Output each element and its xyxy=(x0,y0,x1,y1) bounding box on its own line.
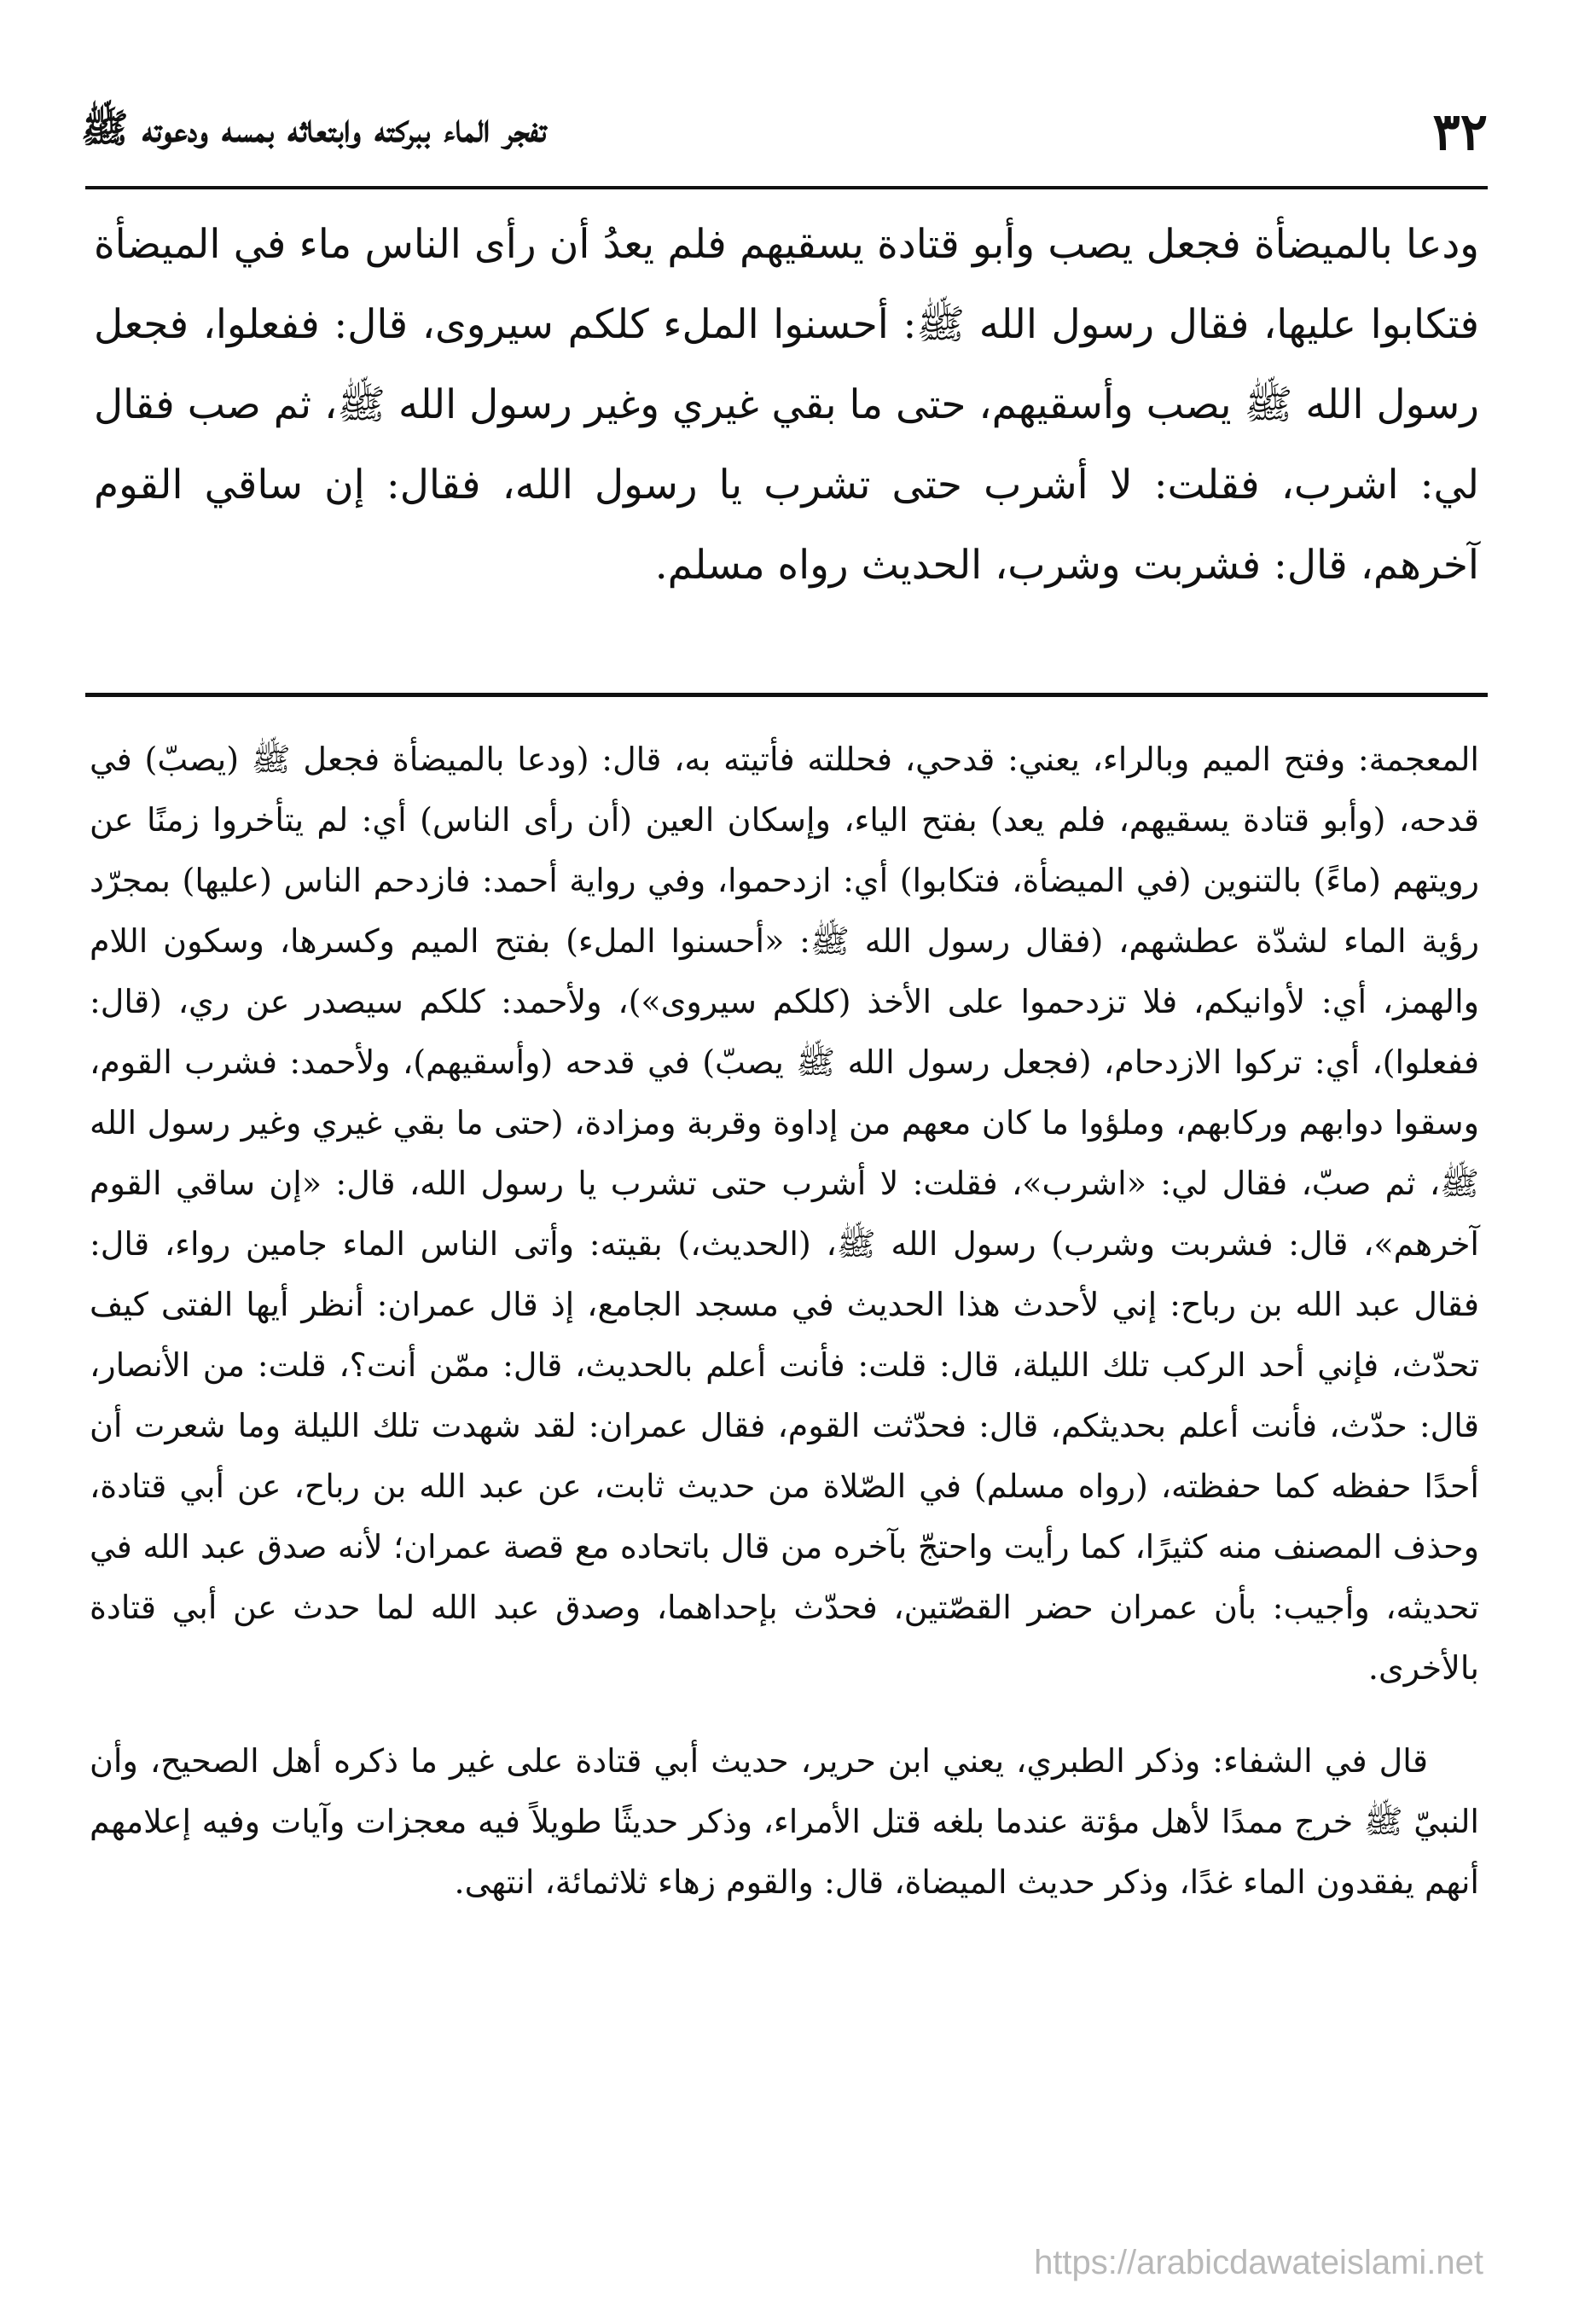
main-text: ودعا بالميضأة فجعل يصب وأبو قتادة يسقيهم فلم يعدُ أن رأى الناس ماء في الميضأة فتكابوا عليها، فقال رسول الله ﷺ: أحسنوا الملء كلكم سيروى، قال: ففعلوا، فجعل رسول الله ﷺ يصب وأسقيهم، حتى ما بقي غيري وغير رسول الله ﷺ، ثم صب فقال لي: اشرب، فقلت: لا أشرب حتى تشرب يا رسول الله، فقال: إن ساقي القوم آخرهم، قال: فشربت وشرب، الحديث رواه مسلم. xyxy=(94,221,1479,589)
running-title: تفجر الماء ببركته وابتعاثه بمسه ودعوته ﷺ xyxy=(81,104,547,151)
page-header xyxy=(81,90,1488,175)
watermark-url: https://arabicdawateislami.net xyxy=(1034,2244,1483,2281)
commentary-paragraph: المعجمة: وفتح الميم وبالراء، يعني: قدحي، فحللته فأتيته به، قال: (ودعا بالميضأة فجعل ﷺ (يصبّ) في قدحه، (وأبو قتادة يسقيهم، فلم يعد) بفتح الياء، وإسكان العين (أن رأى الناس) أي: لم يتأخروا زمنًا عن رويتهم (ماءً) بالتنوين (في الميضأة، فتكابوا) أي: ازدحموا، وفي رواية أحمد: فازدحم الناس (عليها) بمجرّد رؤية الماء لشدّة عطشهم، (فقال رسول الله ﷺ: «أحسنوا الملء) بفتح الميم وكسرها، وسكون اللام والهمز، أي: لأوانيكم، فلا تزدحموا على الأخذ (كلكم سيروى»)، ولأحمد: كلكم سيصدر عن ري، (قال: ففعلوا)، أي: تركوا الازدحام، (فجعل رسول الله ﷺ يصبّ) في قدحه (وأسقيهم)، ولأحمد: فشرب القوم، وسقوا دوابهم وركابهم، وملؤوا ما كان معهم من إداوة وقربة ومزادة، (حتى ما بقي غيري وغير رسول الله ﷺ، ثم صبّ، فقال لي: «اشرب»، فقلت: لا أشرب حتى تشرب يا رسول الله، قال: «إن ساقي القوم آخرهم»، قال: فشربت وشرب) رسول الله ﷺ، (الحديث،) بقيته: وأتى الناس الماء جامين رواء، قال: فقال عبد الله بن رباح: إني لأحدث هذا الحديث في مسجد الجامع، إذ قال عمران: أنظر أيها الفتى كيف تحدّث، فإني أحد الركب تلك الليلة، قال: قلت: فأنت أعلم بالحديث، قال: ممّن أنت؟، قلت: من الأنصار، قال: حدّث، فأنت أعلم بحديثكم، قال: فحدّثت القوم، فقال عمران: لقد شهدت تلك الليلة وما شعرت أن أحدًا حفظه كما حفظته، (رواه مسلم) في الصّلاة من حديث ثابت، عن عبد الله بن رباح، عن أبي قتادة، وحذف المصنف منه كثيرًا، كما رأيت واحتجّ بآخره من قال باتحاده مع قصة عمران؛ لأنه صدق عبد الله في تحديثه، وأجيب: بأن عمران حضر القصّتين، فحدّث بإحداهما، وصدق عبد الله لما حدث عن أبي قتادة بالأخرى. xyxy=(90,741,1479,1687)
commentary xyxy=(90,729,1479,1913)
header-rule xyxy=(85,186,1488,189)
page-number: ٣٢ xyxy=(1432,102,1488,162)
commentary-paragraph: قال في الشفاء: وذكر الطبري، يعني ابن حرير، حديث أبي قتادة على غير ما ذكره أهل الصحيح، وأن النبيّ ﷺ خرج ممدًا لأهل مؤتة عندما بلغه قتل الأمراء، وذكر حديثًا طويلاً فيه معجزات وآيات وفيه إعلامهم أنهم يفقدون الماء غدًا، وذكر حديث الميضاة، قال: والقوم زهاء ثلاثمائة، انتهى. xyxy=(90,1742,1479,1901)
section-divider xyxy=(85,693,1488,697)
